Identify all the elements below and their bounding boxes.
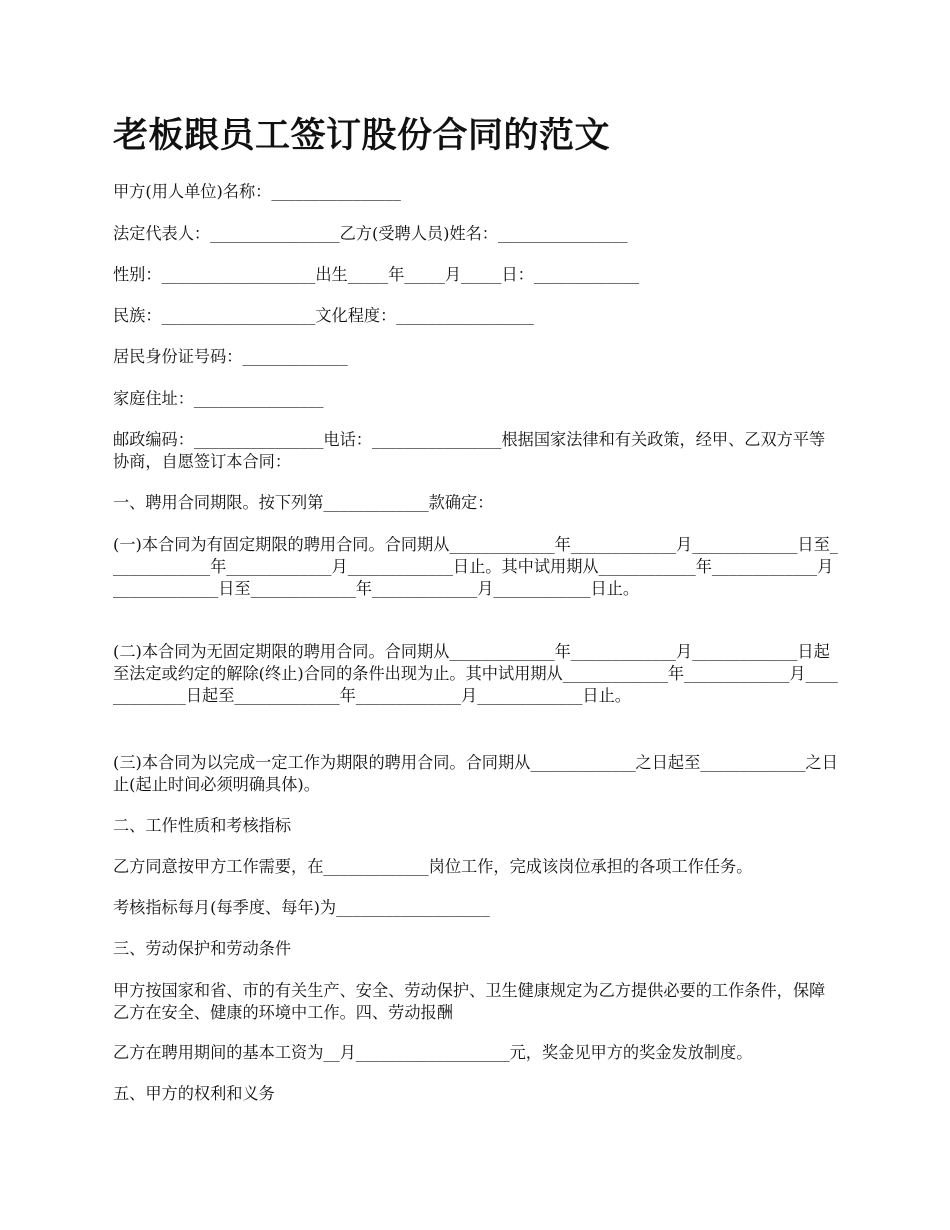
paragraph-salary: 乙方在聘用期间的基本工资为__月___________________元，奖金见甲方的奖金发放制度。: [113, 1043, 753, 1062]
section-employer-rights: 五、甲方的权利和义务: [113, 1084, 275, 1103]
paragraph-id-number: 居民身份证号码：_____________: [113, 347, 348, 366]
paragraph-assessment: 考核指标每月(每季度、每年)为___________________: [113, 898, 490, 917]
paragraph-employer-name: 甲方(用人单位)名称：________________: [113, 182, 401, 201]
paragraph-postal-phone: 邮政编码：________________电话：________________根据国家法律和有关政策，经甲、乙双方平等协商，自愿签订本合同：: [113, 430, 826, 471]
paragraph-gender-birth: 性别：___________________出生_____年_____月_____日：_____________: [113, 265, 640, 284]
paragraph-labor-conditions: 甲方按国家和省、市的有关生产、安全、劳动保护、卫生健康规定为乙方提供必要的工作条件，保障乙方在安全、健康的环境中工作。四、劳动报酬: [113, 981, 826, 1022]
paragraph-fixed-term: (一)本合同为有固定期限的聘用合同。合同期从_____________年_____________月_____________日至_____________年_____________月_____________日止。其中试用期从____________年_____________月_____________日至_____________年_____________月____________日止。: [113, 535, 838, 598]
paragraph-home-address: 家庭住址：________________: [113, 389, 324, 408]
section-employment-term: 一、聘用合同期限。按下列第_____________款确定：: [113, 493, 494, 512]
document-title: 老板跟员工签订股份合同的范文: [113, 115, 611, 156]
section-labor-protection: 三、劳动保护和劳动条件: [113, 939, 292, 958]
paragraph-ethnicity-education: 民族：___________________文化程度：_________________: [113, 306, 534, 325]
paragraph-legal-representative: 法定代表人：________________乙方(受聘人员)姓名：________________: [113, 224, 628, 243]
section-work-nature: 二、工作性质和考核指标: [113, 816, 292, 835]
paragraph-work-position: 乙方同意按甲方工作需要，在_____________岗位工作，完成该岗位承担的各项工作任务。: [113, 857, 753, 876]
paragraph-task-term: (三)本合同为以完成一定工作为期限的聘用合同。合同期从_____________之日起至_____________之日止(起止时间必须明确具体)。: [113, 753, 838, 794]
paragraph-open-term: (二)本合同为无固定期限的聘用合同。合同期从_____________年_____________月_____________日起至法定或约定的解除(终止)合同的条件出现为止。其中试用期从_____________年_____________月_____________日起至_____________年_____________月_____________日止。: [113, 642, 838, 705]
